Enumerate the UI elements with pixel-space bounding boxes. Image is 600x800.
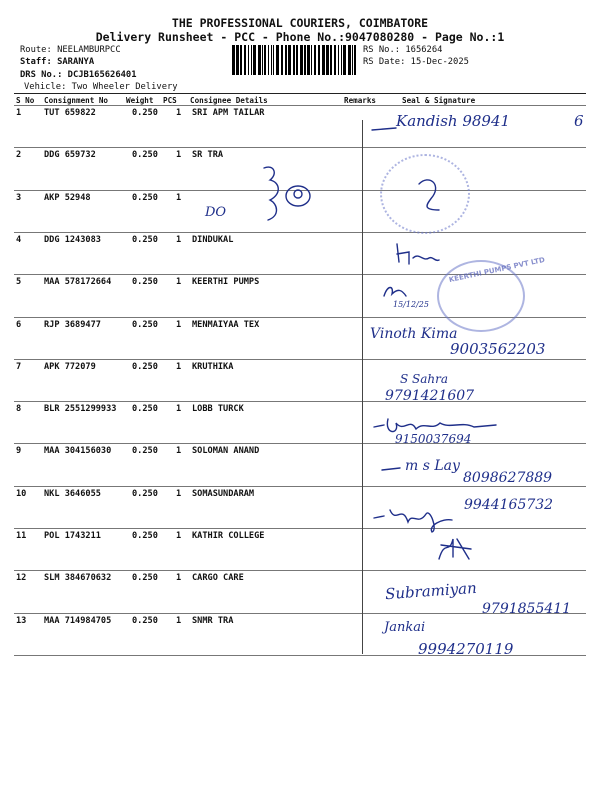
signature-row-13: Jankai <box>384 620 426 635</box>
pcs-cell: 1 <box>176 446 182 457</box>
signature-row-1-tail: 6 <box>574 112 584 130</box>
col-sno-header: S No <box>16 96 35 105</box>
consignment-cell: MAA 714984705 <box>44 615 112 626</box>
sno-cell: 8 <box>16 404 22 415</box>
sno-cell: 13 <box>16 615 27 626</box>
consignment-cell: DDG 659732 <box>44 150 96 161</box>
sno-cell: 2 <box>16 150 22 161</box>
consignment-cell: DDG 1243083 <box>44 234 101 245</box>
barcode-bar <box>326 45 329 75</box>
phone-row-13: 9994270119 <box>418 640 514 658</box>
consignee-cell: SOMASUNDARAM <box>192 488 255 499</box>
sno-cell: 9 <box>16 446 22 457</box>
sno-cell: 4 <box>16 234 22 245</box>
phone-row-7: 9791421607 <box>385 388 475 404</box>
table-row-rule <box>14 401 586 402</box>
barcode-bar <box>232 45 235 75</box>
consignment-cell: NKL 3646055 <box>44 488 101 499</box>
consignee-cell: KATHIR COLLEGE <box>192 531 265 541</box>
table-row-rule <box>14 570 586 571</box>
barcode-bar <box>268 45 269 75</box>
pcs-cell: 1 <box>176 361 182 372</box>
sno-cell: 1 <box>16 108 22 118</box>
keerthi-stamp-text: KEERTHI PUMPS PVT LTD <box>448 255 546 285</box>
signature-row-1: Kandish 98941 <box>396 112 511 130</box>
col-consignment-header: Consignment No <box>44 96 109 105</box>
weight-cell: 0.250 <box>132 192 158 203</box>
signature-row-5 <box>382 282 412 302</box>
col-seal-header: Seal & Signature <box>402 96 476 105</box>
consignment-cell: RJP 3689477 <box>44 319 101 330</box>
signature-row-10 <box>372 500 462 534</box>
consignee-cell: SOLOMAN ANAND <box>192 446 260 457</box>
drs-number: DRS No.: DCJB165626401 <box>20 70 137 80</box>
barcode-bar <box>341 45 342 75</box>
table-row-rule <box>14 528 586 529</box>
vehicle-label: Vehicle: Two Wheeler Delivery <box>24 82 178 92</box>
signature-row-4 <box>393 240 443 270</box>
sno-cell: 12 <box>16 573 27 584</box>
consignee-cell: LOBB TURCK <box>192 404 244 415</box>
table-row-rule <box>14 147 586 148</box>
barcode-bar <box>318 45 320 75</box>
consignee-cell: SR TRA <box>192 150 224 161</box>
barcode-bar <box>264 45 266 75</box>
weight-cell: 0.250 <box>132 488 158 499</box>
pcs-cell: 1 <box>176 319 182 330</box>
consignment-cell: MAA 304156030 <box>44 446 112 457</box>
consignment-cell: BLR 2551299933 <box>44 404 117 415</box>
barcode-bar <box>343 45 346 75</box>
barcode-bar <box>311 45 312 75</box>
barcode-bar <box>300 45 303 75</box>
consignee-cell: KEERTHI PUMPS <box>192 277 260 288</box>
pcs-cell: 1 <box>176 615 182 626</box>
consignment-cell: AKP 52948 <box>44 192 91 203</box>
phone-row-9: 8098627889 <box>463 470 553 486</box>
barcode-bar <box>258 45 261 75</box>
barcode-bar <box>273 45 274 75</box>
route-label: Route: NEELAMBURPCC <box>20 45 121 55</box>
phone-row-6: 9003562203 <box>450 340 546 358</box>
phone-row-8: 9150037694 <box>395 432 472 446</box>
consignment-cell: TUT 659822 <box>44 108 96 118</box>
col-weight-header: Weight <box>126 96 154 105</box>
sno-cell: 10 <box>16 488 27 499</box>
barcode-bar <box>296 45 298 75</box>
barcode-bar <box>253 45 256 75</box>
sno-cell: 11 <box>16 531 27 541</box>
barcode-bar <box>240 45 242 75</box>
sno-cell: 5 <box>16 277 22 288</box>
barcode-bar <box>288 45 291 75</box>
table-top-rule <box>14 93 586 94</box>
runsheet-subtitle: Delivery Runsheet - PCC - Phone No.:9047080280 - Page No.:1 <box>95 30 505 44</box>
weight-cell: 0.250 <box>132 531 158 541</box>
sno-cell: 3 <box>16 192 22 203</box>
weight-cell: 0.250 <box>132 446 158 457</box>
company-title: THE PROFESSIONAL COURIERS, COIMBATORE <box>171 16 429 30</box>
barcode-bar <box>307 45 310 75</box>
signature-row-11 <box>435 535 475 563</box>
weight-cell: 0.250 <box>132 319 158 330</box>
barcode-bar <box>244 45 246 75</box>
remarks-divider <box>362 120 363 654</box>
staff-label: Staff: SARANYA <box>20 57 95 67</box>
weight-cell: 0.250 <box>132 573 158 584</box>
pcs-cell: 1 <box>176 108 182 118</box>
barcode-bar <box>271 45 272 75</box>
barcode-bar <box>354 45 356 75</box>
pcs-cell: 1 <box>176 192 182 203</box>
table-row-rule <box>14 359 586 360</box>
barcode-bar <box>322 45 325 75</box>
consignee-cell: MENMAIYAA TEX <box>192 319 260 330</box>
barcode-bar <box>236 45 239 75</box>
barcode-bar <box>304 45 306 75</box>
pcs-cell: 1 <box>176 150 182 161</box>
table-header-rule <box>14 105 586 106</box>
col-consignee-header: Consignee Details <box>190 96 268 105</box>
date-row-5: 15/12/25 <box>393 300 429 309</box>
barcode-bar <box>285 45 287 75</box>
consignment-cell: APK 772079 <box>44 361 96 372</box>
consignment-cell: MAA 578172664 <box>44 277 112 288</box>
sno-cell: 6 <box>16 319 22 330</box>
weight-cell: 0.250 <box>132 361 158 372</box>
consignee-cell: CARGO CARE <box>192 573 244 584</box>
barcode-bar <box>251 45 252 75</box>
phone-row-10: 9944165732 <box>464 497 554 513</box>
signature-row-7: S Sahra <box>400 372 449 386</box>
barcode-icon <box>232 45 358 75</box>
phone-row-12: 9791855411 <box>482 601 572 617</box>
barcode-bar <box>352 45 353 75</box>
barcode-bar <box>293 45 295 75</box>
pcs-cell: 1 <box>176 573 182 584</box>
signature-dash-9 <box>380 462 402 476</box>
signature-row-3 <box>405 170 455 220</box>
consignee-cell: SRI APM TAILAR <box>192 108 265 118</box>
pcs-cell: 1 <box>176 234 182 245</box>
table-row-rule <box>14 232 586 233</box>
signature-row-12: Subramiyan <box>384 578 478 604</box>
table-row-rule <box>14 443 586 444</box>
barcode-bar <box>276 45 279 75</box>
rs-date: RS Date: 15-Dec-2025 <box>363 57 469 67</box>
pcs-cell: 1 <box>176 404 182 415</box>
sno-cell: 7 <box>16 361 22 372</box>
weight-cell: 0.250 <box>132 615 158 626</box>
rs-number: RS No.: 1656264 <box>363 45 443 55</box>
consignee-cell: DINDUKAL <box>192 234 234 245</box>
barcode-bar <box>348 45 351 75</box>
weight-cell: 0.250 <box>132 150 158 161</box>
barcode-bar <box>262 45 263 75</box>
barcode-bar <box>334 45 336 75</box>
col-pcs-header: PCS <box>163 96 177 105</box>
pcs-cell: 1 <box>176 531 182 541</box>
note-do: DO <box>205 205 227 220</box>
consignment-cell: POL 1743211 <box>44 531 101 541</box>
barcode-bar <box>314 45 316 75</box>
weight-cell: 0.250 <box>132 404 158 415</box>
pcs-cell: 1 <box>176 488 182 499</box>
weight-cell: 0.250 <box>132 108 158 118</box>
barcode-bar <box>281 45 283 75</box>
consignee-cell: KRUTHIKA <box>192 361 234 372</box>
consignment-cell: SLM 384670632 <box>44 573 112 584</box>
scribble-mark <box>246 160 326 230</box>
weight-cell: 0.250 <box>132 234 158 245</box>
signature-row-9: m s Lay <box>405 458 460 474</box>
barcode-bar <box>248 45 249 75</box>
barcode-bar <box>330 45 332 75</box>
signature-row-6: Vinoth Kima <box>370 326 458 342</box>
weight-cell: 0.250 <box>132 277 158 288</box>
pcs-cell: 1 <box>176 277 182 288</box>
consignee-cell: SNMR TRA <box>192 615 234 626</box>
col-remarks-header: Remarks <box>344 96 377 105</box>
barcode-bar <box>338 45 339 75</box>
